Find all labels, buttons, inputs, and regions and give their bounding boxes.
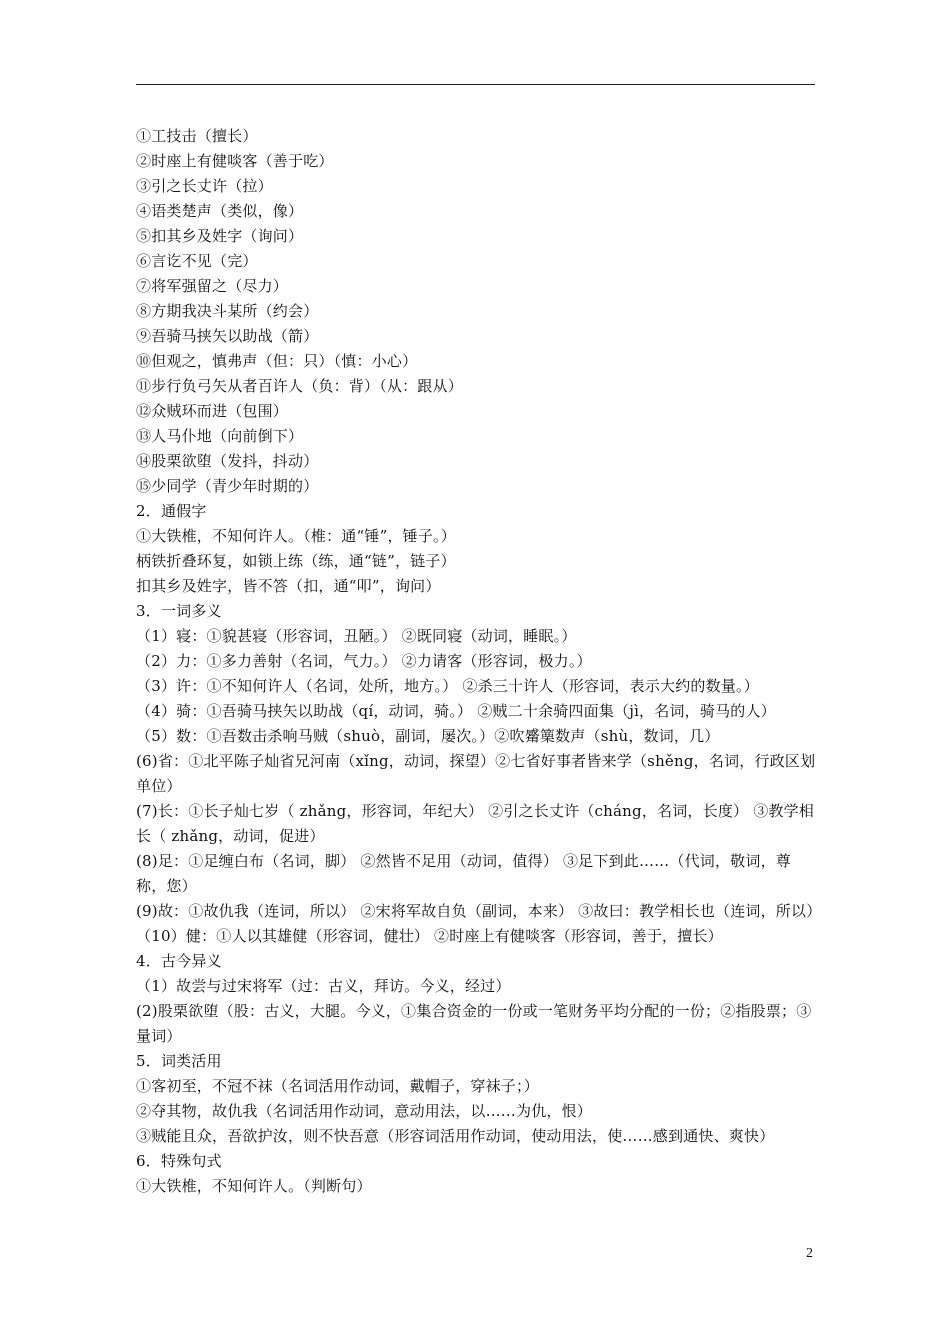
section-heading: 4．古今异义: [136, 952, 222, 970]
section-heading: 2．通假字: [136, 502, 207, 520]
text-line: ①客初至，不冠不袜（名词活用作动词，戴帽子，穿袜子；）: [136, 1077, 539, 1095]
text-line: （2）力：①多力善射（名词，气力。） ②力请客（形容词，极力。）: [136, 652, 592, 670]
section-heading: 6．特殊句式: [136, 1152, 222, 1170]
text-line: (7)长：①长子灿七岁（ zhǎng，形容词，年纪大） ②引之长丈许（cháng，名词，长度） ③教学相长（ zhǎng，动词，促进）: [136, 802, 814, 845]
text-line: ①大铁椎，不知何许人。（判断句）: [136, 1177, 372, 1195]
section-heading: 5．词类活用: [136, 1052, 222, 1070]
text-line: （1）故尝与过宋将军（过：古义，拜访。今义，经过）: [136, 977, 511, 995]
text-line: ⑭股栗欲堕（发抖，抖动）: [136, 452, 319, 470]
text-line: ⑤扣其乡及姓字（询问）: [136, 227, 304, 245]
text-line: ⑩但观之，慎弗声（但：只）（慎：小心）: [136, 352, 418, 370]
header-rule: [136, 84, 815, 85]
text-line: ⑧方期我决斗某所（约会）: [136, 302, 319, 320]
text-line: （10）健：①人以其雄健（形容词，健壮） ②时座上有健啖客（形容词，善于，擅长）: [136, 927, 723, 945]
text-line: ②夺其物，故仇我（名词活用作动词，意动用法，以……为仇，恨）: [136, 1102, 593, 1120]
text-line: ⑮少同学（青少年时期的）: [136, 477, 319, 495]
text-line: ⑪步行负弓矢从者百许人（负：背）（从：跟从）: [136, 377, 463, 395]
text-line: ⑥言讫不见（完）: [136, 252, 258, 270]
text-line: ⑨吾骑马挟矢以助战（箭）: [136, 327, 319, 345]
text-line: （1）寝：①貌甚寝（形容词，丑陋。） ②既同寝（动词，睡眠。）: [136, 627, 577, 645]
document-body: [136, 124, 820, 1199]
text-line: (6)省：①北平陈子灿省兄河南（xǐng，动词，探望）②七省好事者皆来学（shěng，名词，行政区划单位）: [136, 752, 816, 795]
text-line: (2)股栗欲堕（股：古义，大腿。今义，①集合资金的一份或一笔财务平均分配的一份；②指股票；③量词）: [136, 1002, 812, 1045]
page-number: 2: [806, 1246, 813, 1261]
text-line: ③引之长丈许（拉）: [136, 177, 273, 195]
text-line: （4）骑：①吾骑马挟矢以助战（qí，动词，骑。） ②贼二十余骑四面集（jì，名词，骑马的人）: [136, 702, 776, 720]
text-line: (9)故：①故仇我（连词，所以） ②宋将军故自负（副词，本来） ③故曰：教学相长也（连词，所以）: [136, 902, 822, 920]
text-line: ⑬人马仆地（向前倒下）: [136, 427, 304, 445]
text-line: 扣其乡及姓字，皆不答（扣，通“叩”，询问）: [136, 577, 441, 595]
text-line: (8)足：①足缠白布（名词，脚） ②然皆不足用（动词，值得） ③足下到此……（代词，敬词，尊称，您）: [136, 852, 791, 895]
text-line: （5）数：①吾数击杀响马贼（shuò，副词，屡次。）②吹觱篥数声（shù，数词，几）: [136, 727, 720, 745]
text-line: ③贼能且众，吾欲护汝，则不快吾意（形容词活用作动词，使动用法，使……感到通快、爽快）: [136, 1127, 775, 1145]
text-line: （3）许：①不知何许人（名词，处所，地方。） ②杀三十许人（形容词，表示大约的数量。）: [136, 677, 759, 695]
text-line: ①工技击（擅长）: [136, 127, 258, 145]
text-line: ④语类楚声（类似，像）: [136, 202, 304, 220]
text-line: ⑫众贼环而进（包围）: [136, 402, 289, 420]
text-line: ①大铁椎，不知何许人。（椎：通“锤”，锤子。）: [136, 527, 456, 545]
text-line: ⑦将军强留之（尽力）: [136, 277, 289, 295]
section-heading: 3．一词多义: [136, 602, 222, 620]
text-line: ②时座上有健啖客（善于吃）: [136, 152, 334, 170]
text-line: 柄铁折叠环复，如锁上练（练，通“链”，链子）: [136, 552, 456, 570]
